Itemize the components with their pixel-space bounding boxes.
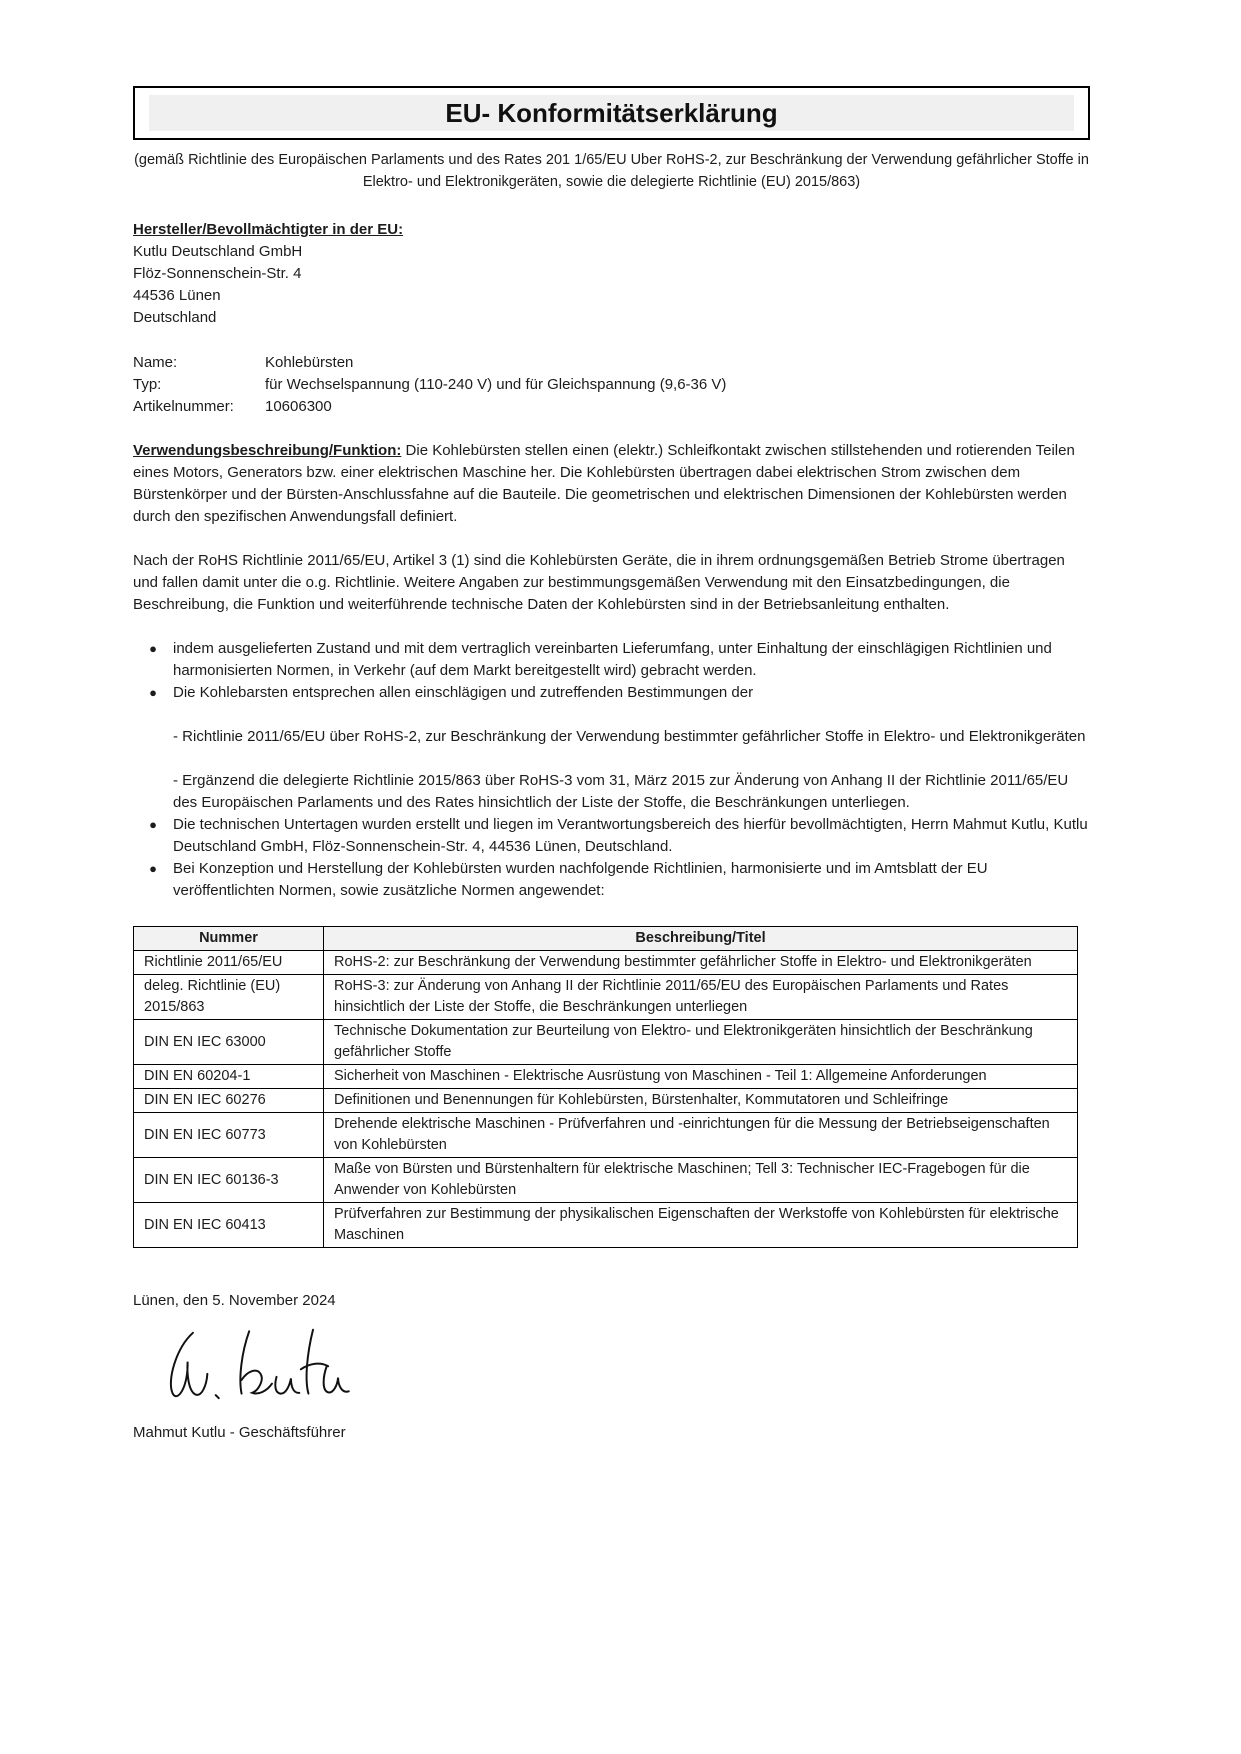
list-item: [133, 682, 1090, 814]
norm-number: DIN EN IEC 60136-3: [134, 1158, 324, 1203]
norm-description: Technische Dokumentation zur Beurteilung von Elektro- und Elektronikgeräten hinsichtlich der Beschränkung gefährlicher Stoffe: [324, 1020, 1078, 1065]
bullet-icon: ●: [149, 641, 157, 656]
norms-table-body: [134, 951, 1078, 1248]
table-row: [134, 1113, 1078, 1158]
bullet-sub-item: - Richtlinie 2011/65/EU über RoHS-2, zur Beschränkung der Verwendung bestimmter gefährlicher Stoffe in Elektro- und Elektronikgeräten: [173, 728, 1086, 745]
manufacturer-heading: Hersteller/Bevollmächtigter in der EU:: [133, 221, 404, 238]
norm-description: Drehende elektrische Maschinen - Prüfverfahren und -einrichtungen für die Messung der Betriebseigenschaften von Kohlebürsten: [324, 1113, 1078, 1158]
bullet-text: Die technischen Untertagen wurden erstellt und liegen im Verantwortungsbereich des hierfür bevollmächtigten, Herrn Mahmut Kutlu, Kutlu Deutschland GmbH, Flöz-Sonnenschein-Str. 4, 44536 Lünen, Deutschland.: [173, 816, 1088, 855]
spec-label: Artikelnummer:: [133, 398, 234, 415]
table-row: [134, 1020, 1078, 1065]
norm-description: RoHS-2: zur Beschränkung der Verwendung bestimmter gefährlicher Stoffe in Elektro- und Elektronikgeräten: [324, 951, 1078, 975]
list-item: [133, 638, 1090, 682]
norm-number: Richtlinie 2011/65/EU: [134, 951, 324, 975]
manufacturer-street: Flöz-Sonnenschein-Str. 4: [133, 265, 302, 282]
bullet-text-group: [173, 682, 1090, 814]
usage-description-text: Die Kohlebürsten stellen einen (elektr.) Schleifkontakt zwischen stillstehenden und rotierenden Teilen eines Motors, Generators bzw. einer elektrischen Maschine her. Die Kohlebürsten übertragen dabei elektrischen Strom zwischen dem Bürstenkörper und der Bürsten-Anschlussfahne auf die Bauteile. Die geometrischen und elektrischen Dimensionen der Kohlebürsten werden durch den spezifischen Anwendungsfall definiert.: [133, 442, 1075, 525]
norm-description: Definitionen und Benennungen für Kohlebürsten, Bürstenhalter, Kommutatoren und Schleifringe: [324, 1089, 1078, 1113]
spec-row-typ: [133, 374, 1090, 396]
bullet-text: Bei Konzeption und Herstellung der Kohlebürsten wurden nachfolgende Richtlinien, harmonisierte und im Amtsblatt der EU veröffentlichten Normen, sowie zusätzliche Normen angewendet:: [173, 860, 988, 899]
bullet-text: Die Kohlebarsten entsprechen allen einschlägigen und zutreffenden Bestimmungen der: [173, 684, 754, 701]
declaration-document: [133, 86, 1090, 1444]
bullet-text: indem ausgelieferten Zustand und mit dem vertraglich vereinbarten Lieferumfang, unter Einhaltung der einschlägigen Richtlinien und harmonisierten Normen, in Verkehr (auf dem Markt bereitgestellt wird) gebracht werden.: [173, 640, 1052, 679]
list-item: [133, 858, 1090, 902]
usage-description-lead: Verwendungsbeschreibung/Funktion:: [133, 442, 402, 459]
table-header-row: [134, 927, 1078, 951]
norm-description: RoHS-3: zur Änderung von Anhang II der Richtlinie 2011/65/EU des Europäischen Parlaments und Rates hinsichtlich der Liste der Stoffe, die Beschränkungen unterliegen: [324, 975, 1078, 1020]
table-row: [134, 1158, 1078, 1203]
norm-description: Sicherheit von Maschinen - Elektrische Ausrüstung von Maschinen - Teil 1: Allgemeine Anforderungen: [324, 1065, 1078, 1089]
bullet-icon: ●: [149, 685, 157, 700]
manufacturer-city: 44536 Lünen: [133, 287, 221, 304]
manufacturer-section: [133, 219, 1090, 329]
table-row: [134, 951, 1078, 975]
norms-table-header: [134, 927, 1078, 951]
norm-description: Prüfverfahren zur Bestimmung der physikalischen Eigenschaften der Werkstoffe von Kohlebürsten für elektrische Maschinen: [324, 1203, 1078, 1248]
spec-value: für Wechselspannung (110-240 V) und für Gleichspannung (9,6-36 V): [265, 376, 727, 393]
rohs-scope-paragraph: Nach der RoHS Richtlinie 2011/65/EU, Artikel 3 (1) sind die Kohlebürsten Geräte, die in ihrem ordnungsgemäßen Betrieb Strome übertragen und fallen damit unter die o.g. Richtlinie. Weitere Angaben zur bestimmungsgemäßen Verwendung mit den Einsatzbedingungen, die Beschreibung, die Funktion und weiterführende technische Daten der Kohlebürsten sind in der Betriebsanleitung enthalten.: [133, 552, 1065, 613]
spec-label: Typ:: [133, 376, 162, 393]
title-subtext: (gemäß Richtlinie des Europäischen Parlaments und des Rates 201 1/65/EU Uber RoHS-2, zur Beschränkung der Verwendung gefährlicher Stoffe in Elektro- und Elektronikgeräten, sowie die delegierte Richtlinie (EU) 2015/863): [134, 152, 1089, 190]
bullet-icon: ●: [149, 817, 157, 832]
table-row: [134, 975, 1078, 1020]
column-header-beschreibung: Beschreibung/Titel: [324, 927, 1078, 951]
table-row: [134, 1065, 1078, 1089]
spec-row-name: [133, 352, 1090, 374]
norm-description: Maße von Bürsten und Bürstenhaltern für elektrische Maschinen; Tell 3: Technischer IEC-Fragebogen für die Anwender von Kohlebürsten: [324, 1158, 1078, 1203]
table-row: [134, 1203, 1078, 1248]
manufacturer-country: Deutschland: [133, 309, 217, 326]
norm-number: DIN EN IEC 60276: [134, 1089, 324, 1113]
bullet-icon: ●: [149, 861, 157, 876]
norms-table: [133, 926, 1078, 1248]
norm-number: DIN EN IEC 60413: [134, 1203, 324, 1248]
signature-section: [133, 1290, 1090, 1444]
conformity-bullet-list: [133, 638, 1090, 902]
product-spec-section: [133, 352, 1090, 418]
page-title: EU- Konformitätserklärung: [149, 95, 1074, 131]
list-item: [133, 814, 1090, 858]
signatory-name: Mahmut Kutlu - Geschäftsführer: [133, 1424, 346, 1441]
usage-description-paragraph: [133, 440, 1090, 528]
manufacturer-name: Kutlu Deutschland GmbH: [133, 243, 303, 260]
norm-number: DIN EN 60204-1: [134, 1065, 324, 1089]
place-date-line: Lünen, den 5. November 2024: [133, 1292, 336, 1309]
title-box: [133, 86, 1090, 140]
spec-value: Kohlebürsten: [265, 354, 354, 371]
handwritten-signature-icon: [161, 1316, 351, 1418]
spec-row-artikelnummer: [133, 396, 1090, 418]
column-header-nummer: Nummer: [134, 927, 324, 951]
norm-number: DIN EN IEC 63000: [134, 1020, 324, 1065]
spec-value: 10606300: [265, 398, 332, 415]
table-row: [134, 1089, 1078, 1113]
norm-number: deleg. Richtlinie (EU) 2015/863: [134, 975, 324, 1020]
spec-label: Name:: [133, 354, 178, 371]
bullet-sub-item: - Ergänzend die delegierte Richtlinie 2015/863 über RoHS-3 vom 31, März 2015 zur Änderung von Anhang II der Richtlinie 2011/65/EU des Europäischen Parlaments und des Rates hinsichtlich der Liste der Stoffe, die Beschränkungen unterliegen.: [173, 772, 1069, 811]
norm-number: DIN EN IEC 60773: [134, 1113, 324, 1158]
